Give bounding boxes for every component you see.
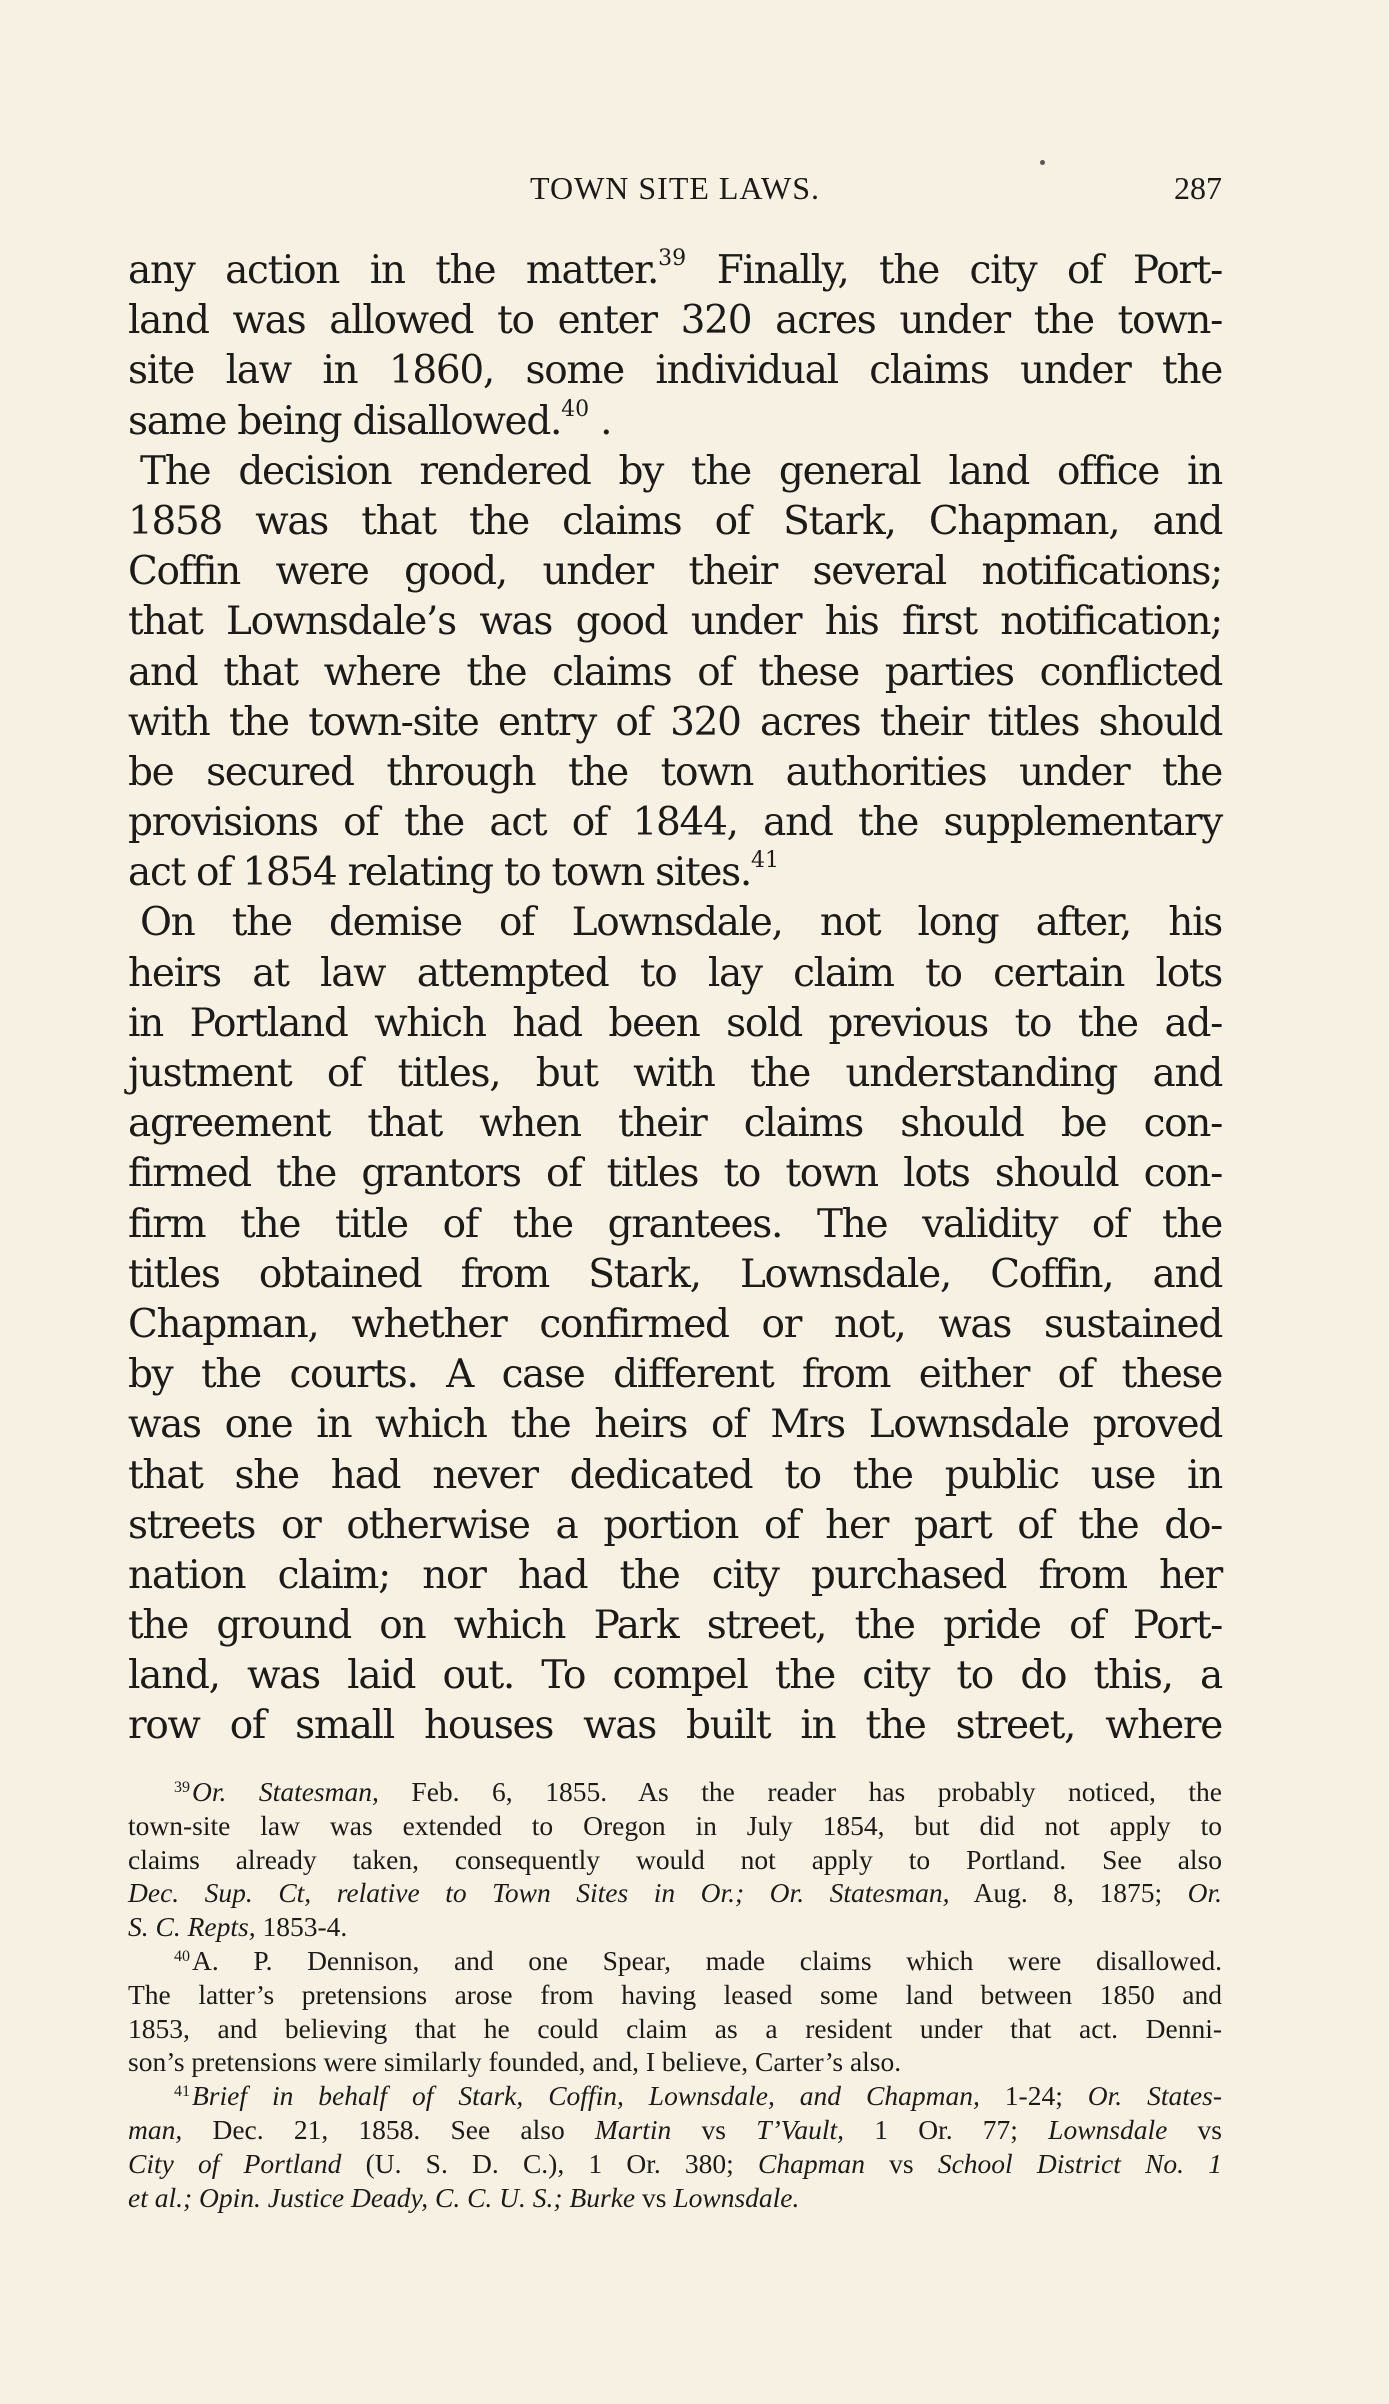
body-line-23: by the courts. A case different from either of these bbox=[128, 1352, 1222, 1398]
footnote-marker-41: 41 bbox=[174, 2083, 190, 2101]
body-line-5: The decision rendered by the general land office in bbox=[140, 448, 1222, 494]
body-line-21: titles obtained from Stark, Lownsdale, Coffin, and bbox=[128, 1251, 1222, 1297]
body-line-17: justment of titles, but with the understanding and bbox=[128, 1051, 1222, 1096]
footnote-40-line-2: The latter’s pretensions arose from having leased some land between 1850 and bbox=[128, 1978, 1222, 2010]
footnote-40-line-1: $^{40}$A. P. Dennison, and one Spear, made claims which were disallowed. bbox=[174, 1944, 1222, 1976]
body-line-7: Coffin were good, under their several notifications; bbox=[128, 549, 1222, 595]
footnote-marker-39: 39 bbox=[174, 1779, 190, 1796]
paper-speck bbox=[1040, 160, 1045, 165]
body-line-6: 1858 was that the claims of Stark, Chapman, and bbox=[128, 498, 1222, 544]
body-line-30: row of small houses was built in the street, where bbox=[128, 1703, 1222, 1749]
page-number: 287 bbox=[1174, 170, 1222, 206]
body-line-13: act of 1854 relating to town sites.$^{41}$ bbox=[128, 848, 779, 896]
body-line-14: On the demise of Lownsdale, not long after, his bbox=[140, 900, 1222, 946]
body-line-29: land, was laid out. To compel the city to do this, a bbox=[128, 1653, 1222, 1699]
footnote-40-line-3: 1853, and believing that he could claim as a resident under that act. Denni- bbox=[128, 2012, 1222, 2044]
body-line-16: in Portland which had been sold previous to the ad- bbox=[128, 1000, 1222, 1046]
footnote-ref-39[interactable]: 39 bbox=[658, 246, 687, 271]
body-line-4: same being disallowed.$^{40}$ . bbox=[128, 396, 612, 444]
footnote-41-line-4: et al.; Opin. Justice Deady, C. C. U. S.; Burke vs Lownsdale. bbox=[128, 2181, 800, 2213]
footnote-39-line-1: $^{39}$Or. Statesman, Feb. 6, 1855. As the reader has probably noticed, the bbox=[174, 1776, 1223, 1807]
footnote-41-line-2: man, Dec. 21, 1858. See also Martin vs T’Vault, 1 Or. 77; Lownsdale vs bbox=[128, 2113, 1223, 2145]
body-line-3: site law in 1860, some individual claims under the bbox=[128, 348, 1222, 394]
body-line-15: heirs at law attempted to lay claim to certain lots bbox=[128, 950, 1222, 996]
footnotes bbox=[128, 1775, 1222, 2214]
body-text bbox=[128, 246, 1222, 1752]
footnote-ref-41[interactable]: 41 bbox=[750, 848, 779, 874]
body-line-11: be secured through the town authorities under the bbox=[128, 749, 1222, 795]
running-title: TOWN SITE LAWS. bbox=[529, 170, 821, 206]
body-line-9: and that where the claims of these parties conflicted bbox=[128, 649, 1222, 695]
footnote-39-line-5: S. C. Repts, 1853-4. bbox=[128, 1911, 348, 1943]
body-line-12: provisions of the act of 1844, and the supplementary bbox=[128, 800, 1222, 846]
footnote-39-line-4: Dec. Sup. Ct, relative to Town Sites in Or.; Or. Statesman, Aug. 8, 1875; Or. bbox=[128, 1877, 1222, 1909]
body-line-2: land was allowed to enter 320 acres under the town- bbox=[128, 298, 1222, 344]
running-head bbox=[128, 170, 1222, 218]
body-line-22: Chapman, whether confirmed or not, was sustained bbox=[128, 1301, 1222, 1347]
footnote-marker-40: 40 bbox=[174, 1947, 190, 1965]
footnote-39-line-2: town-site law was extended to Oregon in July 1854, but did not apply to bbox=[128, 1809, 1222, 1841]
footnote-ref-40[interactable]: 40 bbox=[561, 396, 590, 422]
body-line-8: that Lownsdale’s was good under his first notification; bbox=[128, 599, 1222, 645]
body-line-1: any action in the matter.$^{39}$ Finally, the city of Port- bbox=[128, 246, 1222, 293]
footnote-40-line-4: son’s pretensions were similarly founded, and, I believe, Carter’s also. bbox=[128, 2046, 902, 2078]
body-line-28: the ground on which Park street, the pride of Port- bbox=[128, 1603, 1222, 1649]
body-line-25: that she had never dedicated to the public use in bbox=[128, 1452, 1222, 1498]
body-line-27: nation claim; nor had the city purchased from her bbox=[128, 1552, 1222, 1598]
body-line-26: streets or otherwise a portion of her part of the do- bbox=[128, 1502, 1222, 1548]
footnote-41-line-3: City of Portland (U. S. D. C.), 1 Or. 380; Chapman vs School District No. 1 bbox=[128, 2147, 1222, 2179]
body-line-10: with the town-site entry of 320 acres their titles should bbox=[128, 699, 1222, 745]
footnote-41-line-1: $^{41}$Brief in behalf of Stark, Coffin, Lownsdale, and Chapman, 1-24; Or. States- bbox=[174, 2080, 1222, 2112]
footnote-39-line-3: claims already taken, consequently would not apply to Portland. See also bbox=[128, 1843, 1222, 1875]
body-line-18: agreement that when their claims should be con- bbox=[128, 1101, 1222, 1147]
body-line-24: was one in which the heirs of Mrs Lownsdale proved bbox=[128, 1402, 1222, 1448]
body-line-20: firm the title of the grantees. The validity of the bbox=[128, 1201, 1222, 1247]
body-line-19: firmed the grantors of titles to town lots should con- bbox=[128, 1151, 1222, 1197]
